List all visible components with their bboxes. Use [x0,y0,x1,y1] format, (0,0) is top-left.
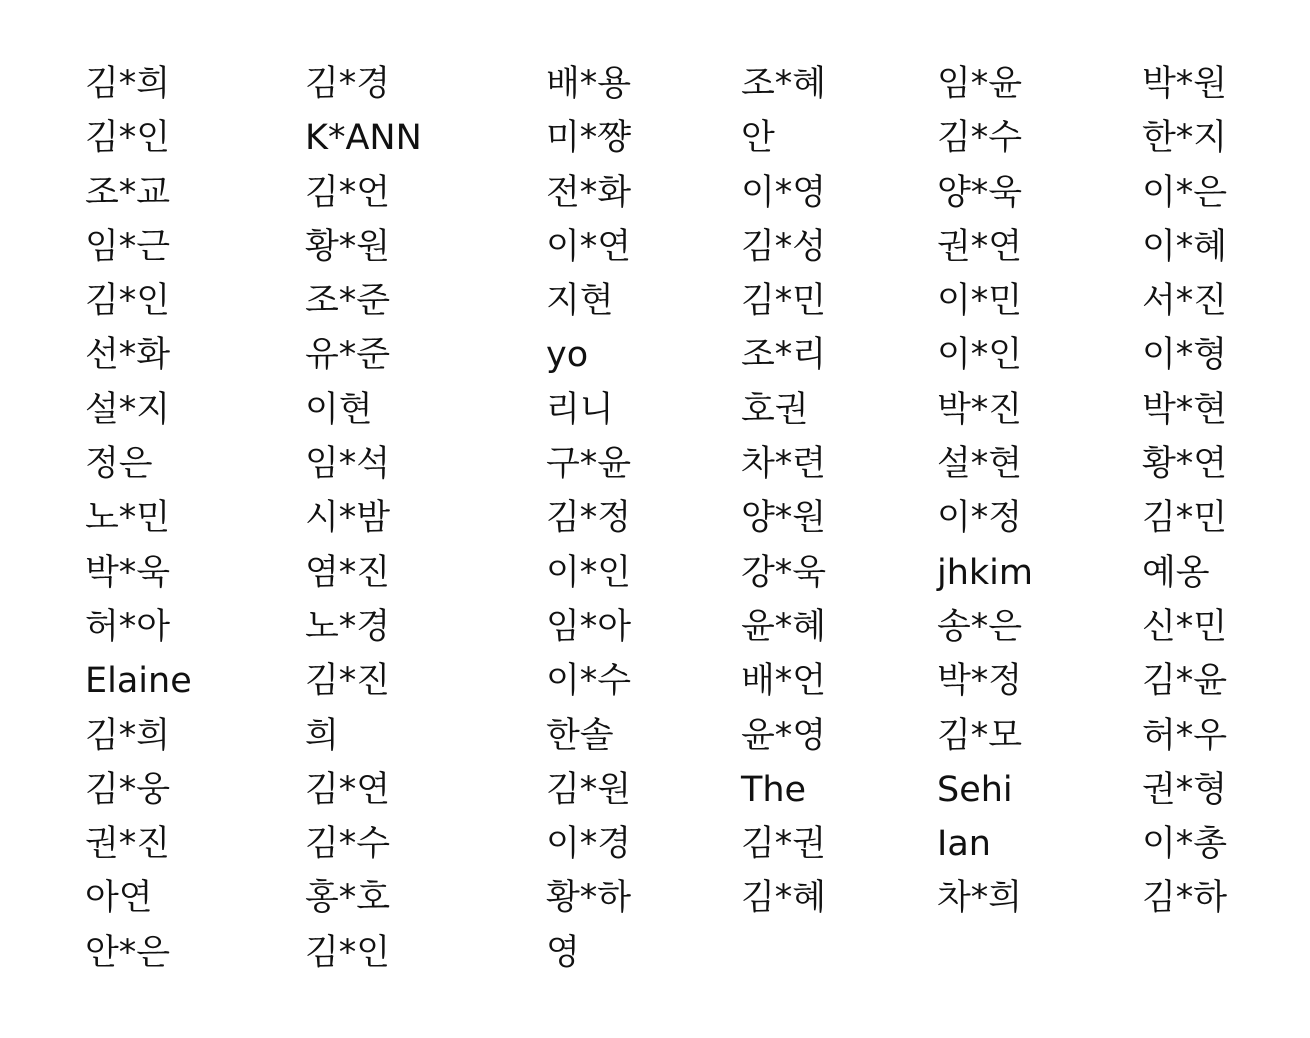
name-entry: 지현 [546,281,614,322]
name-entry: 염*진 [305,552,391,593]
name-entry: 노*민 [85,498,171,539]
name-entry: 김*웅 [85,769,171,810]
name-entry: jhkim [937,552,1033,593]
name-entry: 조*혜 [741,64,827,104]
name-column-6 [1142,57,1227,926]
name-entry: 호권 [741,389,809,430]
name-entry: 김*인 [85,281,171,322]
name-entry: 아연 [85,878,153,919]
name-entry: 박*진 [937,389,1023,430]
name-entry: 조*교 [85,172,171,213]
name-entry: 조*리 [741,335,827,376]
name-entry: 양*욱 [937,172,1023,213]
name-entry: 이*정 [937,498,1023,539]
name-entry: 권*형 [1142,769,1228,810]
name-entry: 김*윤 [1142,661,1228,702]
name-entry: 전*화 [546,172,632,213]
name-entry: 권*진 [85,824,171,865]
name-entry: 임*아 [546,606,632,647]
name-entry: 권*연 [937,226,1023,267]
name-entry: 양*원 [741,498,827,539]
name-column-4 [741,57,826,926]
name-entry: 미*쨩 [546,118,632,159]
name-entry: 김*민 [741,281,827,322]
name-entry: K*ANN [305,118,422,159]
name-entry: 임*근 [85,226,171,267]
name-column-5 [937,57,1033,926]
name-entry: 이현 [305,389,373,430]
name-entry: 김*희 [85,64,171,104]
name-entry: 이*은 [1142,172,1228,213]
name-entry: 이*인 [937,335,1023,376]
name-entry: 김*권 [741,824,827,865]
name-entry: 홍*호 [305,878,391,919]
name-entry: 김*원 [546,769,632,810]
name-entry: 김*인 [85,118,171,159]
name-entry: 설*현 [937,444,1023,485]
name-entry: 김*민 [1142,498,1228,539]
name-entry: 허*우 [1142,715,1228,756]
name-entry: 정은 [85,444,153,485]
name-entry: 김*수 [937,118,1023,159]
name-entry: 김*인 [305,932,391,973]
name-entry: 이*혜 [1142,226,1228,267]
name-column-2 [305,57,422,980]
name-entry: 차*련 [741,444,827,485]
name-entry: 박*원 [1142,64,1228,104]
name-entry: 설*지 [85,389,171,430]
name-entry: 김*언 [305,172,391,213]
name-entry: 유*준 [305,335,391,376]
name-entry: 차*희 [937,878,1023,919]
name-entry: 안 [741,118,775,159]
name-entry: 김*희 [85,715,171,756]
name-entry: 노*경 [305,606,391,647]
name-column-3 [546,57,631,980]
name-entry: 김*연 [305,769,391,810]
name-column-1 [85,57,192,980]
name-entry: 희 [305,715,339,756]
name-entry: 김*경 [305,64,391,104]
name-entry: 이*인 [546,552,632,593]
name-entry: 황*연 [1142,444,1228,485]
name-entry: 조*준 [305,281,391,322]
name-entry: 이*영 [741,172,827,213]
name-entry: 임*석 [305,444,391,485]
name-entry: 이*총 [1142,824,1228,865]
name-entry: 배*용 [546,64,632,104]
name-entry: 송*은 [937,606,1023,647]
name-entry: 안*은 [85,932,171,973]
name-entry: 박*욱 [85,552,171,593]
name-entry: 김*성 [741,226,827,267]
name-entry: 시*밤 [305,498,391,539]
name-entry: 이*경 [546,824,632,865]
name-entry: 선*화 [85,335,171,376]
name-entry: 윤*혜 [741,606,827,647]
name-entry: 강*욱 [741,552,827,593]
name-entry: Ian [937,824,991,865]
name-entry: The [741,769,807,810]
name-entry: 허*아 [85,606,171,647]
name-entry: 김*혜 [741,878,827,919]
name-entry: Sehi [937,769,1013,810]
name-entry: yo [546,335,589,376]
name-entry: 김*정 [546,498,632,539]
name-entry: 이*민 [937,281,1023,322]
name-entry: 김*수 [305,824,391,865]
name-entry: 박*정 [937,661,1023,702]
name-entry: 리니 [546,389,614,430]
name-entry: 박*현 [1142,389,1228,430]
name-entry: 윤*영 [741,715,827,756]
name-entry: 김*하 [1142,878,1228,919]
name-entry: 황*하 [546,878,632,919]
name-entry: 김*진 [305,661,391,702]
name-entry: 이*연 [546,226,632,267]
name-entry: 이*형 [1142,335,1228,376]
name-entry: 임*윤 [937,64,1023,104]
name-entry: 신*민 [1142,606,1228,647]
name-entry: 배*언 [741,661,827,702]
name-entry: 영 [546,932,580,973]
name-entry: 김*모 [937,715,1023,756]
name-entry: Elaine [85,661,192,702]
name-entry: 이*수 [546,661,632,702]
name-entry: 예옹 [1142,552,1210,593]
name-entry: 구*윤 [546,444,632,485]
name-entry: 황*원 [305,226,391,267]
name-entry: 서*진 [1142,281,1228,322]
name-entry: 한솔 [546,715,614,756]
name-entry: 한*지 [1142,118,1228,159]
